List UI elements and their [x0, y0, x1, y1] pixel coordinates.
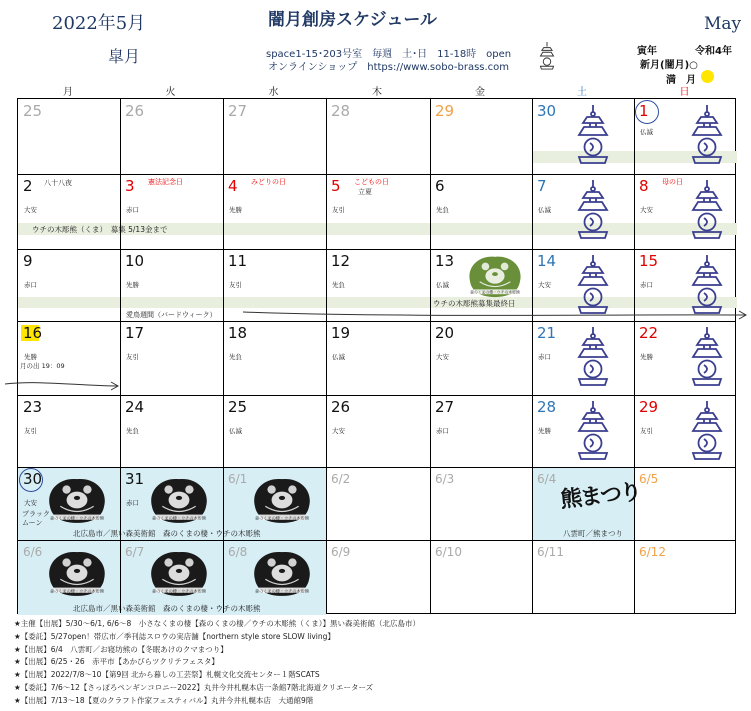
calendar-day-cell[interactable] — [326, 174, 430, 249]
day-number: 25 — [23, 102, 43, 120]
day-number: 19 — [331, 324, 351, 342]
day-number: 8 — [639, 177, 649, 195]
shop-info: space1-15･203号室 毎週 土･日 11-18時 open — [266, 49, 512, 60]
rokuyo-label: 先負 — [126, 427, 139, 435]
calendar-day-cell[interactable] — [430, 540, 532, 615]
pagoda-icon — [690, 255, 724, 315]
new-moon-legend: 新月(闇月)○ — [640, 60, 698, 71]
pagoda-icon — [690, 327, 724, 387]
month-jp: 皐月 — [108, 47, 141, 66]
note-line: ★主催【出展】5/30～6/1, 6/6～8 小さなくまの棲【森のくまの棲／ウチの木彫熊（くま）】黒い森美術館（北広島市） — [14, 619, 420, 628]
calendar-day-cell[interactable] — [120, 249, 223, 321]
day-number: 6/5 — [639, 472, 659, 486]
day-number: 11 — [228, 252, 248, 270]
note-line: ★【出展】7/13～18【夏のクラフト作家フェスティバル】丸井今井札幌本店 大通館9階 — [14, 695, 314, 705]
rokuyo-label: 先勝 — [538, 427, 551, 435]
rokuyo-label: 先負 — [436, 206, 449, 214]
day-note: 八十八夜 — [44, 179, 72, 187]
day-number: 30 — [23, 470, 43, 488]
rokuyo-label: 大安 — [538, 281, 551, 289]
calendar-day-cell[interactable] — [430, 395, 532, 467]
pagoda-icon — [576, 327, 610, 387]
kuma-matsuri-logo: 熊まつり — [559, 479, 642, 514]
note-line: ★【出展】2022/7/8～10【第9回 北から暮しの工芸祭】札幌文化交流センター１階SCATS — [14, 670, 320, 680]
calendar-grid — [17, 98, 736, 614]
full-moon-legend: 満 月 — [666, 75, 696, 86]
wood-bear-icon — [44, 475, 110, 525]
weekday-header — [17, 83, 736, 97]
day-number: 21 — [537, 324, 557, 342]
wood-bear-icon — [44, 548, 110, 598]
weekday-label: 金 — [475, 87, 485, 98]
rokuyo-label: 赤口 — [640, 281, 653, 289]
day-number: 4 — [228, 177, 238, 195]
day-number: 23 — [23, 398, 43, 416]
calendar-day-cell[interactable] — [634, 540, 737, 615]
rokuyo-label: 仏滅 — [229, 427, 242, 435]
event-caption-yakumo: 八雲町／熊まつり — [563, 529, 623, 538]
month-en: May — [704, 14, 742, 34]
rokuyo-label: 仏滅 — [436, 281, 449, 289]
day-number: 6/1 — [228, 472, 248, 486]
day-note: 月の出 19：09 — [20, 362, 65, 370]
calendar-day-cell[interactable] — [430, 321, 532, 395]
calendar-day-cell[interactable] — [18, 395, 120, 467]
day-number: 1 — [639, 102, 649, 120]
calendar-day-cell[interactable] — [223, 249, 326, 321]
day-note: 立夏 — [358, 188, 372, 196]
rokuyo-label: 友引 — [640, 427, 653, 435]
day-note: ブラック ムーン — [22, 510, 50, 527]
day-number: 10 — [125, 252, 145, 270]
rokuyo-label: 赤口 — [126, 206, 139, 214]
day-number: 6/4 — [537, 472, 557, 486]
calendar-day-cell[interactable] — [430, 174, 532, 249]
day-number: 15 — [639, 252, 659, 270]
day-number: 9 — [23, 252, 33, 270]
new-moon-circle-icon — [19, 468, 43, 492]
wood-bear-icon — [249, 548, 315, 598]
bear-caption: 森のくまの棲・ウチの木彫熊 — [254, 588, 310, 594]
calendar-day-cell[interactable] — [223, 174, 326, 249]
bird-week-label: 愛鳥週間（バードウィーク） — [126, 311, 217, 319]
day-number: 6/10 — [435, 545, 462, 559]
rokuyo-label: 先勝 — [640, 353, 653, 361]
weekday-label: 木 — [372, 87, 382, 98]
day-number: 24 — [125, 398, 145, 416]
rokuyo-label: 大安 — [24, 206, 37, 214]
rokuyo-label: 先負 — [229, 353, 242, 361]
era-label: 令和4年 — [695, 46, 732, 57]
calendar-day-cell[interactable] — [18, 174, 120, 249]
calendar-day-cell[interactable] — [326, 467, 430, 540]
day-number: 26 — [331, 398, 351, 416]
day-number: 6/12 — [639, 545, 666, 559]
bear-caption: 森のくまの棲・ウチの木彫熊 — [151, 588, 207, 594]
day-number: 27 — [435, 398, 455, 416]
calendar-day-cell[interactable] — [326, 395, 430, 467]
page-title: 闇月創房スケジュール — [268, 10, 437, 30]
day-number: 16 — [23, 324, 43, 342]
pagoda-icon — [576, 401, 610, 461]
full-moon-icon — [701, 70, 714, 83]
bear-last-label: ウチの木彫熊募集最終日 — [433, 299, 516, 308]
day-number: 6/6 — [23, 545, 43, 559]
rokuyo-label: 友引 — [24, 427, 37, 435]
day-number: 20 — [435, 324, 455, 342]
day-number: 2 — [23, 177, 33, 195]
day-number: 30 — [537, 102, 557, 120]
holiday-label: みどりの日 — [251, 178, 286, 186]
rokuyo-label: 仏滅 — [640, 128, 653, 136]
rokuyo-label: 赤口 — [126, 499, 139, 507]
pagoda-icon — [690, 105, 724, 165]
day-number: 22 — [639, 324, 659, 342]
weekday-label: 火 — [165, 87, 176, 98]
rokuyo-label: 赤口 — [538, 353, 551, 361]
day-number: 6/9 — [331, 545, 351, 559]
wood-bear-icon — [464, 253, 526, 299]
calendar-day-cell[interactable] — [120, 321, 223, 395]
calendar-day-cell[interactable] — [326, 321, 430, 395]
day-number: 29 — [639, 398, 659, 416]
weekday-label: 月 — [63, 87, 73, 98]
rokuyo-label: 先負 — [332, 281, 345, 289]
day-number: 29 — [435, 102, 455, 120]
calendar-day-cell[interactable] — [18, 321, 120, 395]
rokuyo-label: 赤口 — [24, 281, 37, 289]
weekday-label: 日 — [679, 87, 690, 98]
rokuyo-label: 友引 — [332, 206, 345, 214]
holiday-label: こどもの日 — [354, 178, 389, 186]
rokuyo-label: 仏滅 — [332, 353, 345, 361]
day-number: 6 — [435, 177, 445, 195]
calendar-day-cell[interactable] — [223, 99, 326, 174]
pagoda-icon — [690, 180, 724, 240]
calendar-day-cell[interactable] — [120, 395, 223, 467]
online-shop-link[interactable]: オンラインショップ https://www.sobo-brass.com — [268, 62, 510, 73]
year-month: 2022年5月 — [52, 13, 146, 34]
calendar-day-cell[interactable] — [120, 174, 223, 249]
calendar-day-cell[interactable] — [430, 467, 532, 540]
calendar-day-cell[interactable] — [223, 395, 326, 467]
day-number: 31 — [125, 470, 145, 488]
note-line: ★【出展】6/25・26 赤平市【あかびらツクリテフェスタ】 — [14, 657, 219, 667]
rokuyo-label: 赤口 — [436, 427, 449, 435]
day-number: 25 — [228, 398, 248, 416]
day-number: 7 — [537, 177, 547, 195]
pagoda-icon — [690, 401, 724, 461]
calendar-day-cell[interactable] — [634, 467, 737, 540]
day-number: 18 — [228, 324, 248, 342]
day-number: 27 — [228, 102, 248, 120]
day-number: 17 — [125, 324, 145, 342]
pagoda-logo-icon — [537, 42, 557, 70]
bear-caption: 森のくまの棲・ウチの木彫熊 — [151, 515, 207, 521]
rokuyo-label: 大安 — [640, 206, 653, 214]
year-label: 寅年 — [637, 46, 657, 57]
day-number: 6/8 — [228, 545, 248, 559]
note-line: ★【委託】5/27open！帯広市／季刊誌スロウの実店舗【northern style store SLOW living】 — [14, 631, 335, 641]
rokuyo-label: 大安 — [436, 353, 449, 361]
calendar-day-cell[interactable] — [430, 99, 532, 174]
day-number: 6/11 — [537, 545, 564, 559]
event-caption-kitahiroshima: 北広島市／黒い森美術館 森のくまの棲・ウチの木彫熊 — [73, 529, 261, 538]
bear-caption: 森のくまの棲・ウチの木彫熊 — [49, 515, 105, 521]
day-number: 26 — [125, 102, 145, 120]
day-number: 28 — [537, 398, 557, 416]
weekday-label: 土 — [577, 87, 587, 98]
new-moon-circle-icon — [635, 100, 659, 124]
wood-bear-icon — [146, 475, 212, 525]
rokuyo-label: 仏滅 — [538, 206, 551, 214]
weekday-label: 水 — [268, 87, 279, 98]
day-number: 3 — [125, 177, 135, 195]
rokuyo-label: 先勝 — [24, 353, 37, 361]
calendar-day-cell[interactable] — [120, 99, 223, 174]
bear-caption: 森のくまの棲・ウチの木彫熊 — [254, 515, 310, 521]
wood-bear-icon — [146, 548, 212, 598]
day-number: 28 — [331, 102, 351, 120]
rokuyo-label: 友引 — [229, 281, 242, 289]
calendar-day-cell[interactable] — [18, 249, 120, 321]
note-line: ★【委託】7/6～12【さっぽろペンギンコロニー2022】丸井今井札幌本店一条館7階北海道クリエーターズ — [14, 683, 374, 692]
calendar-day-cell[interactable] — [326, 99, 430, 174]
pagoda-icon — [576, 105, 610, 165]
pagoda-icon — [576, 180, 610, 240]
rokuyo-label: 大安 — [332, 427, 345, 435]
calendar-day-cell[interactable] — [18, 99, 120, 174]
rokuyo-label: 友引 — [126, 353, 139, 361]
holiday-label: 憲法記念日 — [148, 178, 183, 186]
event-caption-kitahiroshima-2: 北広島市／黒い森美術館 森のくまの棲・ウチの木彫熊 — [73, 604, 261, 613]
day-number: 6/2 — [331, 472, 351, 486]
holiday-label: 母の日 — [662, 178, 683, 186]
day-number: 5 — [331, 177, 341, 195]
calendar-day-cell[interactable] — [326, 249, 430, 321]
wood-bear-icon — [249, 475, 315, 525]
day-number: 14 — [537, 252, 557, 270]
bear-caption: 森のくまの棲・ウチの木彫熊 — [49, 588, 105, 594]
day-number: 6/3 — [435, 472, 455, 486]
note-line: ★【出展】6/4 八雲町／お寝坊熊の【冬眠あけのクマまつり】 — [14, 644, 228, 654]
day-number: 12 — [331, 252, 351, 270]
calendar-day-cell[interactable] — [532, 540, 634, 615]
bear-caption: 森のくまの棲・ウチの木彫熊 — [470, 289, 520, 295]
wood-bear-band-label: ウチの木彫熊（くま） 募集 5/13金まで — [32, 225, 168, 234]
day-number: 6/7 — [125, 545, 145, 559]
pagoda-icon — [576, 255, 610, 315]
calendar-day-cell[interactable] — [223, 321, 326, 395]
day-number: 13 — [435, 252, 455, 270]
calendar-day-cell[interactable] — [326, 540, 430, 615]
rokuyo-label: 先勝 — [126, 281, 139, 289]
rokuyo-label: 先勝 — [229, 206, 242, 214]
rokuyo-label: 大安 — [24, 499, 37, 507]
